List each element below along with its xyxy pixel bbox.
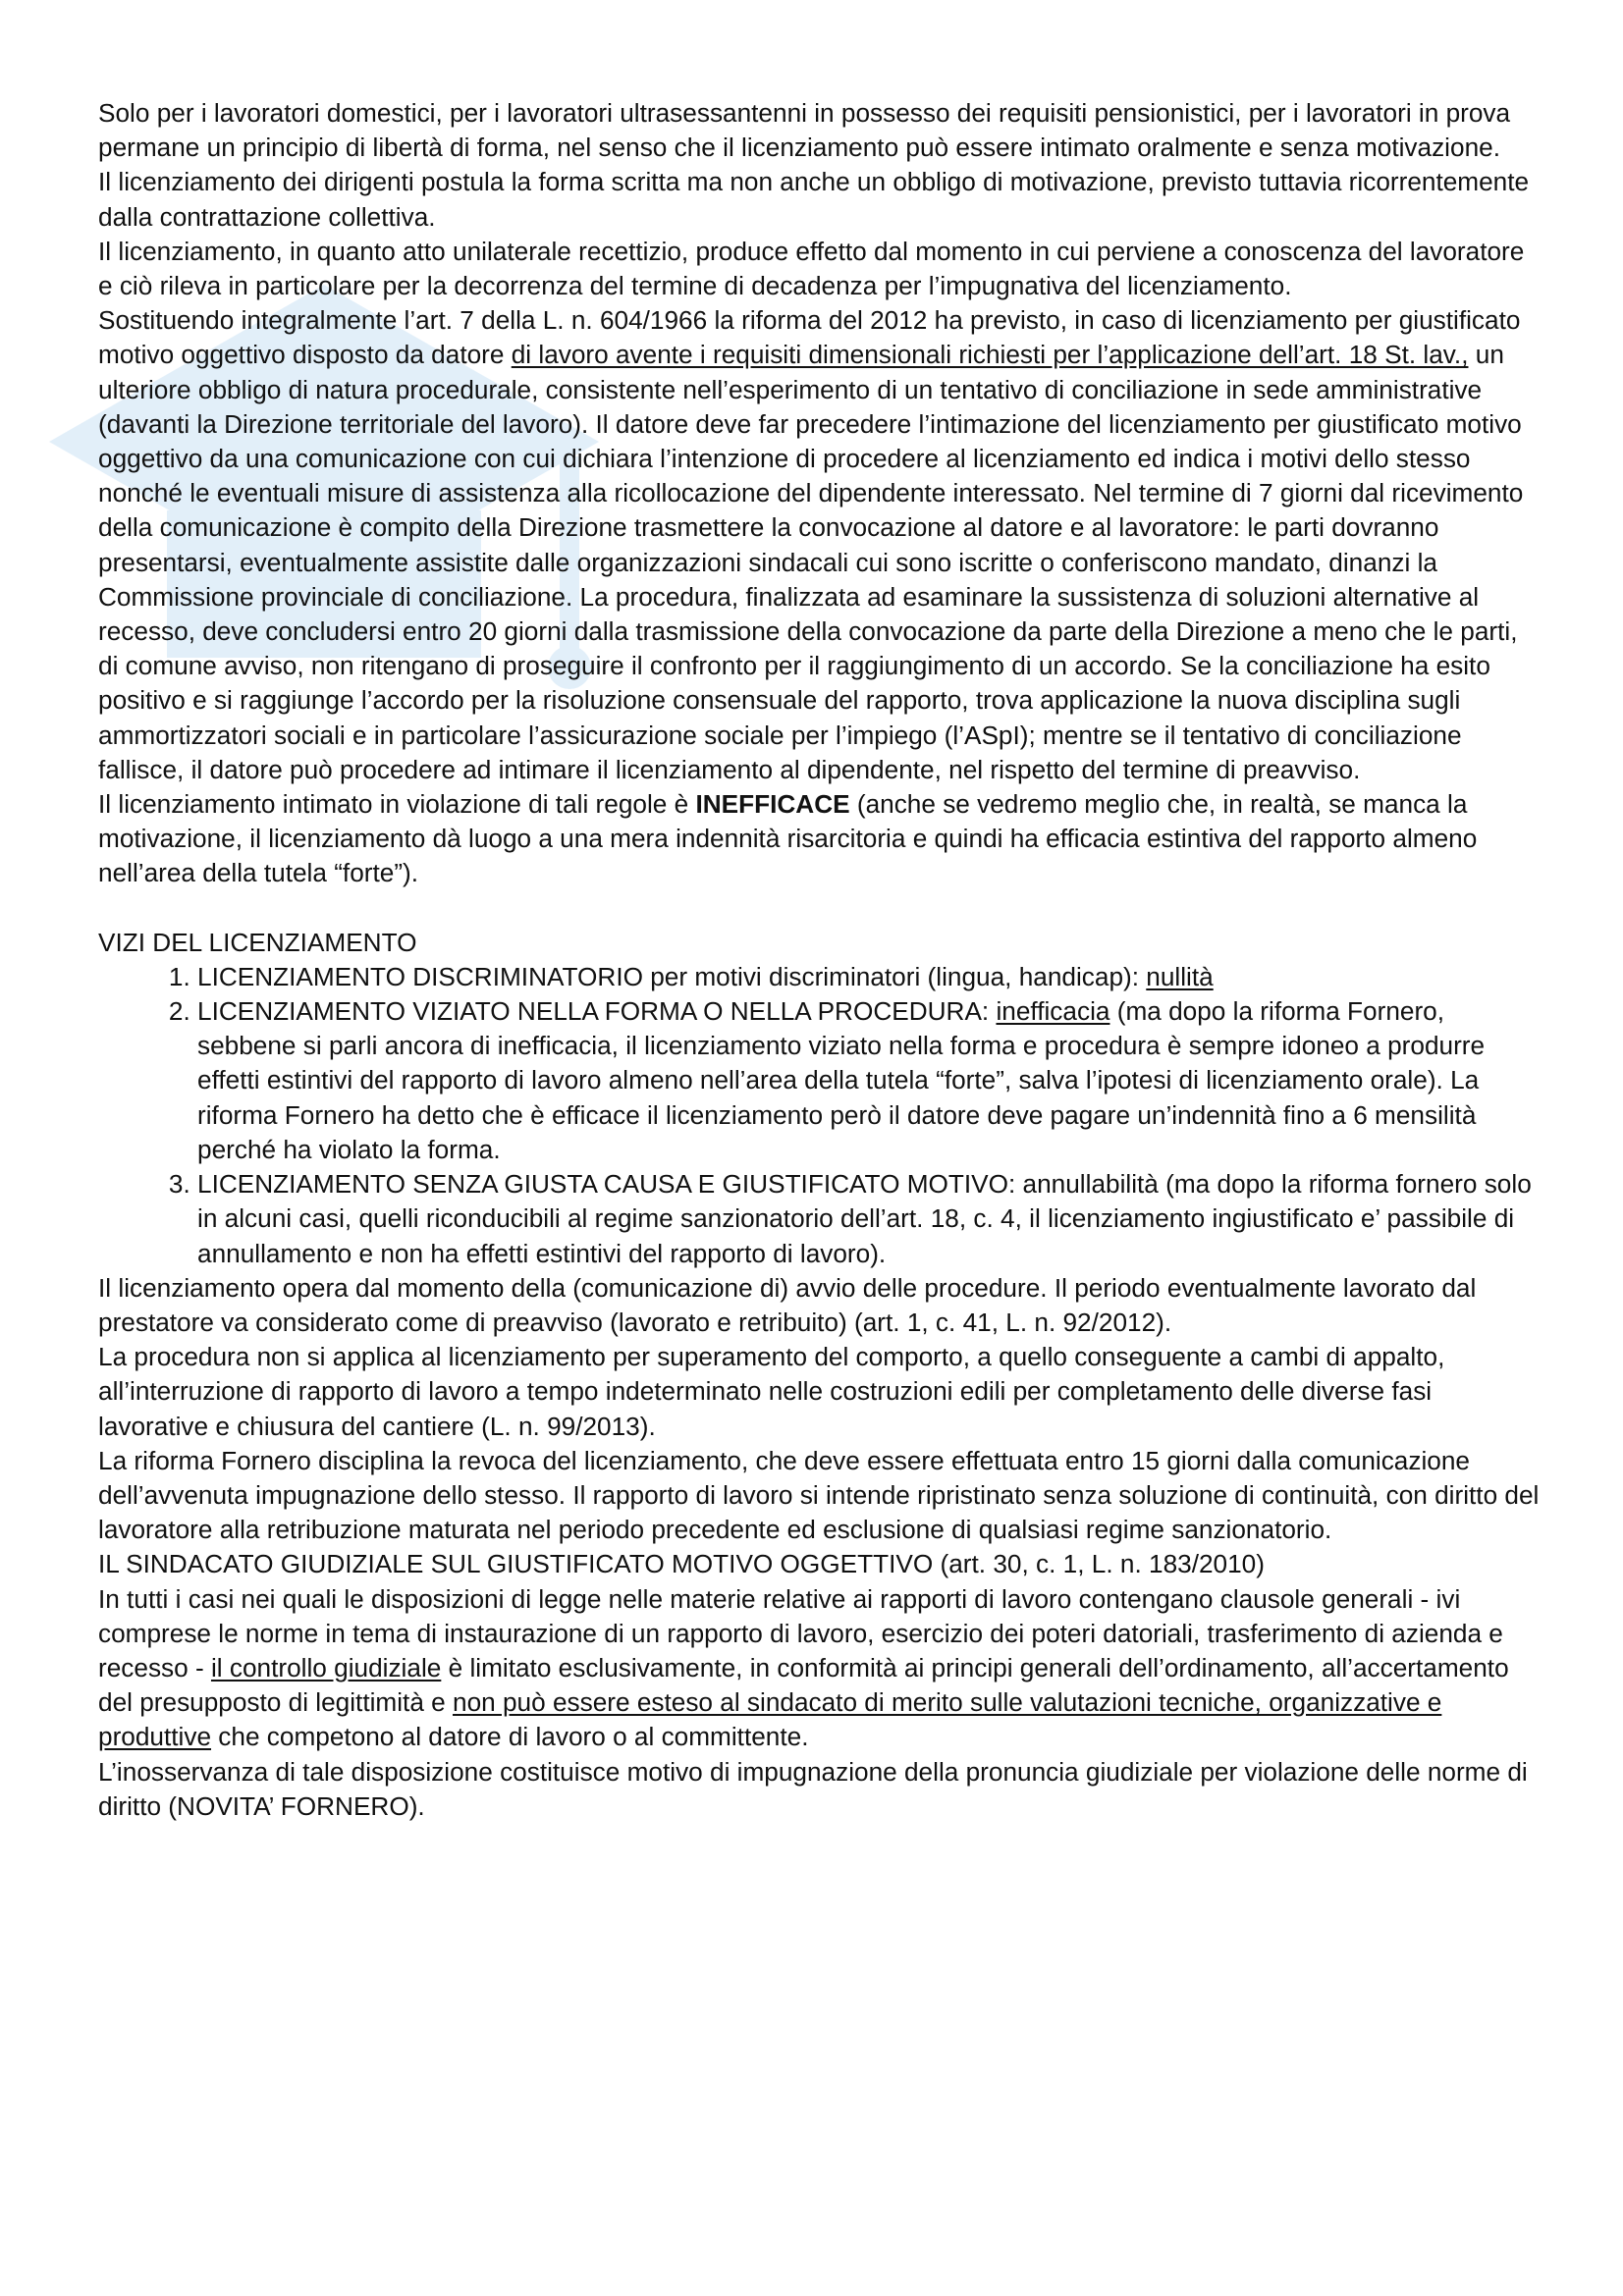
paragraph-inefficace bbox=[98, 787, 1542, 891]
paragraph-avvio-procedure: Il licenziamento opera dal momento della (comunicazione di) avvio delle procedure. Il periodo eventualmente lavorato dal prestatore va considerato come di preavviso (lavorato e retribuito) (art. 1, c. 41, L. n. 92/2012). bbox=[98, 1272, 1477, 1337]
text-run: è limitato esclusivamente, in conformità ai principi generali dell’ordinamento, all’accertamento del presupposto di legittimità e bbox=[98, 1652, 1509, 1718]
paragraph-revoca: La riforma Fornero disciplina la revoca del licenziamento, che deve essere effettuata entro 15 giorni dalla comunicazione dell’avvenuta impugnazione dello stesso. Il rapporto di lavoro si intende ripristinato senza soluzione di continuità, con diritto del lavoratore alla retribuzione maturata nel periodo precedente ed esclusione di qualsiasi regime sanzionatorio. bbox=[98, 1445, 1540, 1545]
list-item bbox=[197, 960, 1542, 994]
paragraph-riforma-2012 bbox=[98, 303, 1542, 787]
underlined-text: nullità bbox=[1146, 961, 1214, 991]
list-item bbox=[197, 994, 1542, 1167]
underlined-text: il controllo giudiziale bbox=[210, 1652, 442, 1682]
bold-text: INEFFICACE bbox=[695, 789, 850, 820]
document-page bbox=[98, 96, 1542, 1824]
underlined-text: non può essere esteso al sindacato di merito sulle valutazioni tecniche, organizzative e produttive bbox=[98, 1687, 1442, 1752]
text-run: un ulteriore obbligo di natura procedurale, consistente nell’esperimento di un tentativo di conciliazione in sede amministrative (davanti la Direzione territoriale del lavoro). Il datore deve far precedere l’intimazione del licenziamento per giustificato motivo oggettivo da una comunicazione con cui dichiara l’intenzione di procedere al licenziamento ed indica i motivi dello stesso nonché le eventuali misure di assistenza alla ricollocazione del dipendente interessato. Nel termine di 7 giorni dal ricevimento della comunicazione è compito della Direzione trasmettere la convocazione al datore e al lavoratore: le parti dovranno presentarsi, eventualmente assistite dalle organizzazioni sindacali cui sono iscritte o conferiscono mandato, dinanzi la Commissione provinciale di conciliazione. La procedura, finalizzata ad esaminare la sussistenza di soluzioni alternative al recesso, deve concludersi entro 20 giorni dalla trasmissione della convocazione da parte della Direzione a meno che le parti, di comune avviso, non ritengano di proseguire il confronto per il raggiungimento di un accordo. Se la conciliazione ha esito positivo e si raggiunge l’accordo per la risoluzione consensuale del rapporto, trova applicazione la nuova disciplina sugli ammortizzatori sociali e in particolare l’assicurazione sociale per l’impiego (l’ASpI); mentre se il tentativo di conciliazione fallisce, il datore può procedere ad intimare il licenziamento al dipendente, nel rispetto del termine di preavviso. bbox=[98, 340, 1524, 784]
paragraph-clausole-generali bbox=[98, 1582, 1542, 1755]
spacer bbox=[98, 891, 1542, 926]
vizi-list bbox=[98, 960, 1542, 1271]
text-run: In tutti i casi nei quali le disposizioni di legge nelle materie relative ai rapporti di lavoro contengano clausole generali - ivi comprese le norme in tema di instaurazione di un rapporto di lavoro, esercizio dei poteri datoriali, trasferimento di azienda e recesso - bbox=[98, 1583, 1503, 1682]
paragraph-esclusioni: La procedura non si applica al licenziamento per superamento del comporto, a quello conseguente a cambi di appalto, all’interruzione di rapporto di lavoro a tempo indeterminato nelle costruzioni edili per completamento delle diverse fasi lavorative e chiusura del cantiere (L. n. 99/2013). bbox=[98, 1342, 1445, 1441]
list-item bbox=[197, 1167, 1542, 1271]
paragraph-forma: Solo per i lavoratori domestici, per i lavoratori ultrasessantenni in possesso dei requisiti pensionistici, per i lavoratori in prova permane un principio di libertà di forma, nel senso che il licenziamento può essere intimato oralmente e senza motivazione. bbox=[98, 98, 1511, 163]
paragraph-recettizio: Il licenziamento, in quanto atto unilaterale recettizio, produce effetto dal momento in cui perviene a conoscenza del lavoratore e ciò rileva in particolare per la decorrenza del termine di decadenza per l’impugnativa del licenziamento. bbox=[98, 236, 1525, 301]
section-heading-sindacato: IL SINDACATO GIUDIZIALE SUL GIUSTIFICATO MOTIVO OGGETTIVO (art. 30, c. 1, L. n. 183/2010) bbox=[98, 1549, 1265, 1579]
text-run: LICENZIAMENTO VIZIATO NELLA FORMA O NELLA PROCEDURA: bbox=[197, 996, 997, 1027]
underlined-text: inefficacia bbox=[996, 996, 1110, 1027]
text-run: Il licenziamento intimato in violazione di tali regole è bbox=[98, 789, 696, 820]
section-heading-vizi: VIZI DEL LICENZIAMENTO bbox=[98, 927, 417, 957]
text-run: (ma dopo la riforma Fornero, sebbene si parli ancora di inefficacia, il licenziamento viziato nella forma e procedura è sempre idoneo a produrre effetti estintivi del rapporto di lavoro almeno nell’area della tutela “forte”, salva l’ipotesi di licenziamento orale). La riforma Fornero ha detto che è efficace il licenziamento però il datore deve pagare un’indennità fino a 6 mensilità perché ha violato la forma. bbox=[197, 996, 1486, 1164]
text-run: che competono al datore di lavoro o al committente. bbox=[211, 1722, 809, 1752]
text-run: Sostituendo integralmente l’art. 7 della L. n. 604/1966 la riforma del 2012 ha previsto, in caso di licenziamento per giustificato motivo oggettivo disposto da datore bbox=[98, 305, 1521, 370]
paragraph-inosservanza: L’inosservanza di tale disposizione costituisce motivo di impugnazione della pronuncia giudiziale per violazione delle norme di diritto (NOVITA’ FORNERO). bbox=[98, 1756, 1528, 1821]
underlined-text: di lavoro avente i requisiti dimensionali richiesti per l’applicazione dell’art. 18 St. lav., bbox=[511, 340, 1469, 370]
text-run: LICENZIAMENTO SENZA GIUSTA CAUSA E GIUSTIFICATO MOTIVO: annullabilità (ma dopo la riforma fornero solo in alcuni casi, quelli riconducibili al regime sanzionatorio dell’art. 18, c. 4, il licenziamento ingiustificato e’ passibile di annullamento e non ha effetti estintivi del rapporto di lavoro). bbox=[197, 1169, 1532, 1268]
text-run: (anche se vedremo meglio che, in realtà, se manca la motivazione, il licenziamento dà luogo a una mera indennità risarcitoria e quindi ha efficacia estintiva del rapporto almeno nell’area della tutela “forte”). bbox=[98, 789, 1478, 888]
text-run: LICENZIAMENTO DISCRIMINATORIO per motivi discriminatori (lingua, handicap): bbox=[197, 961, 1147, 991]
paragraph-dirigenti: Il licenziamento dei dirigenti postula la forma scritta ma non anche un obbligo di motivazione, previsto tuttavia ricorrentemente dalla contrattazione collettiva. bbox=[98, 167, 1530, 232]
